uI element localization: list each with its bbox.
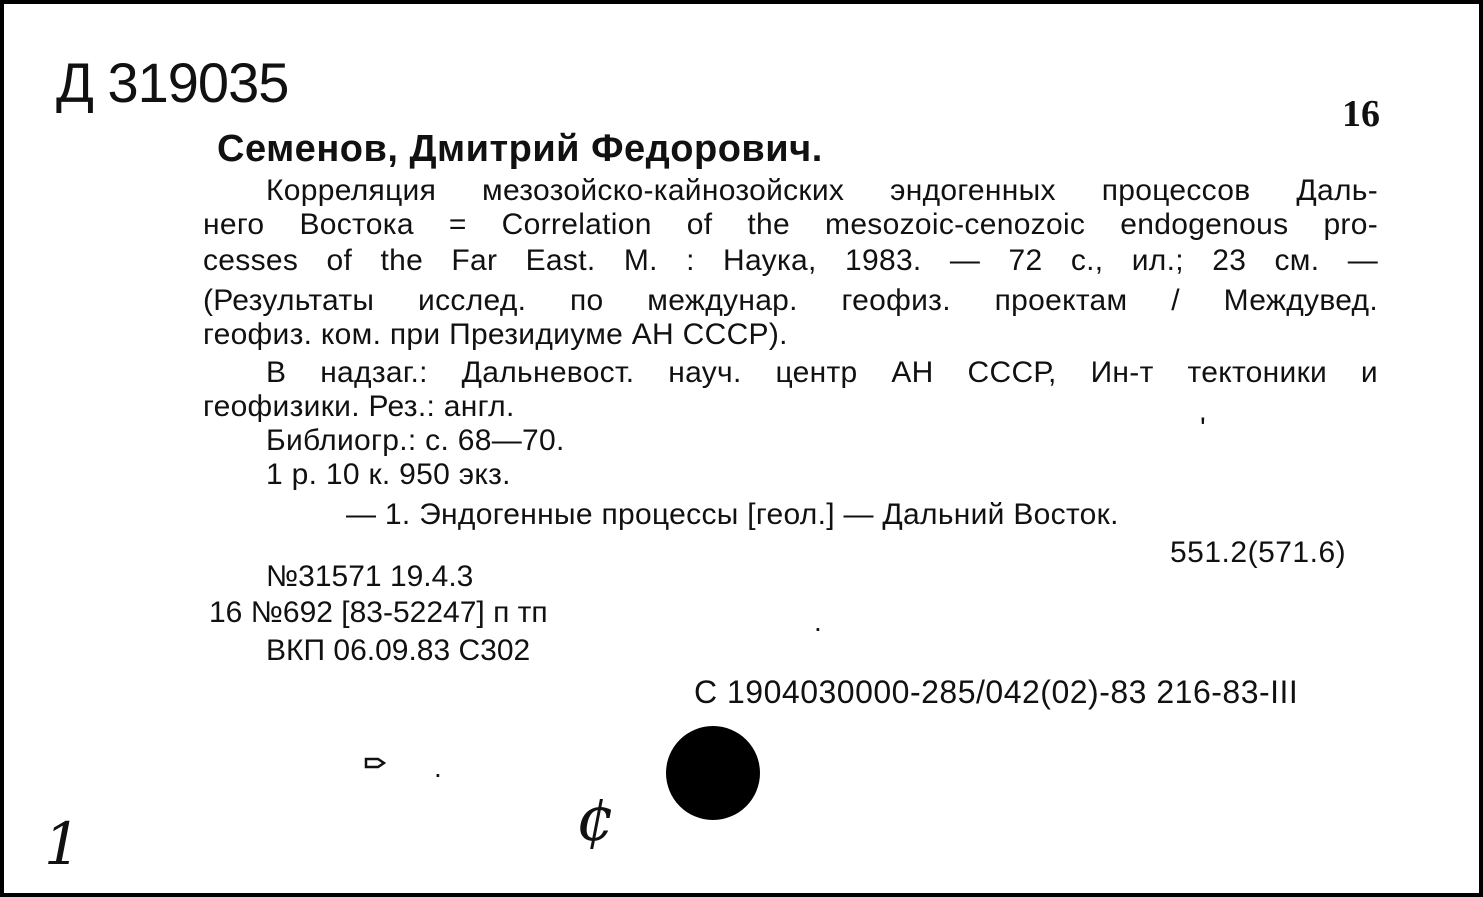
circle-stamp-icon [666,726,760,820]
arrow-right-icon [364,756,386,770]
accession-line-1: №31571 19.4.3 [266,560,474,593]
card-number: 16 [1342,93,1380,135]
accession-line-2: 16 №692 [83-52247] п тп [209,596,548,629]
note-line-1: В надзаг.: Дальневост. науч. центр АН СССР, Ин-т тектоники и [266,356,1378,389]
price-run-note: 1 р. 10 к. 950 экз. [266,458,511,491]
series-line-2: геофиз. ком. при Президиуме АН СССР). [203,318,788,351]
handwritten-number: 1 [44,810,81,878]
subject-heading: — 1. Эндогенные процессы [геол.] — Дальний Восток. [346,498,1119,531]
bibliography-note: Библиогр.: с. 68—70. [266,424,565,457]
udc-index: 551.2(571.6) [1170,536,1347,569]
dot-mark-2: . [434,752,442,783]
handwritten-signature: ¢ [576,782,616,855]
title-line-2: него Востока = Correlation of the mesozoic-cenozoic endogenous pro- [203,208,1378,241]
call-number: Д 319035 [56,51,289,114]
title-line-1: Корреляция мезозойско-кайнозойских эндогенных процессов Даль- [266,174,1378,207]
dot-mark: . [814,606,822,637]
series-line-1: (Результаты исслед. по междунар. геофиз. проектам / Междувед. [203,284,1378,317]
note-line-2: геофизики. Рез.: англ. [203,390,515,423]
stray-mark: ' [1200,412,1206,445]
accession-line-3: ВКП 06.09.83 С302 [266,634,531,667]
author-heading: Семенов, Дмитрий Федорович. [217,128,823,170]
imprint-line: cesses of the Far East. М. : Наука, 1983. — 72 с., ил.; 23 см. — [203,244,1378,277]
price-code: С 1904030000-285/042(02)-83 216-83-III [694,674,1299,710]
